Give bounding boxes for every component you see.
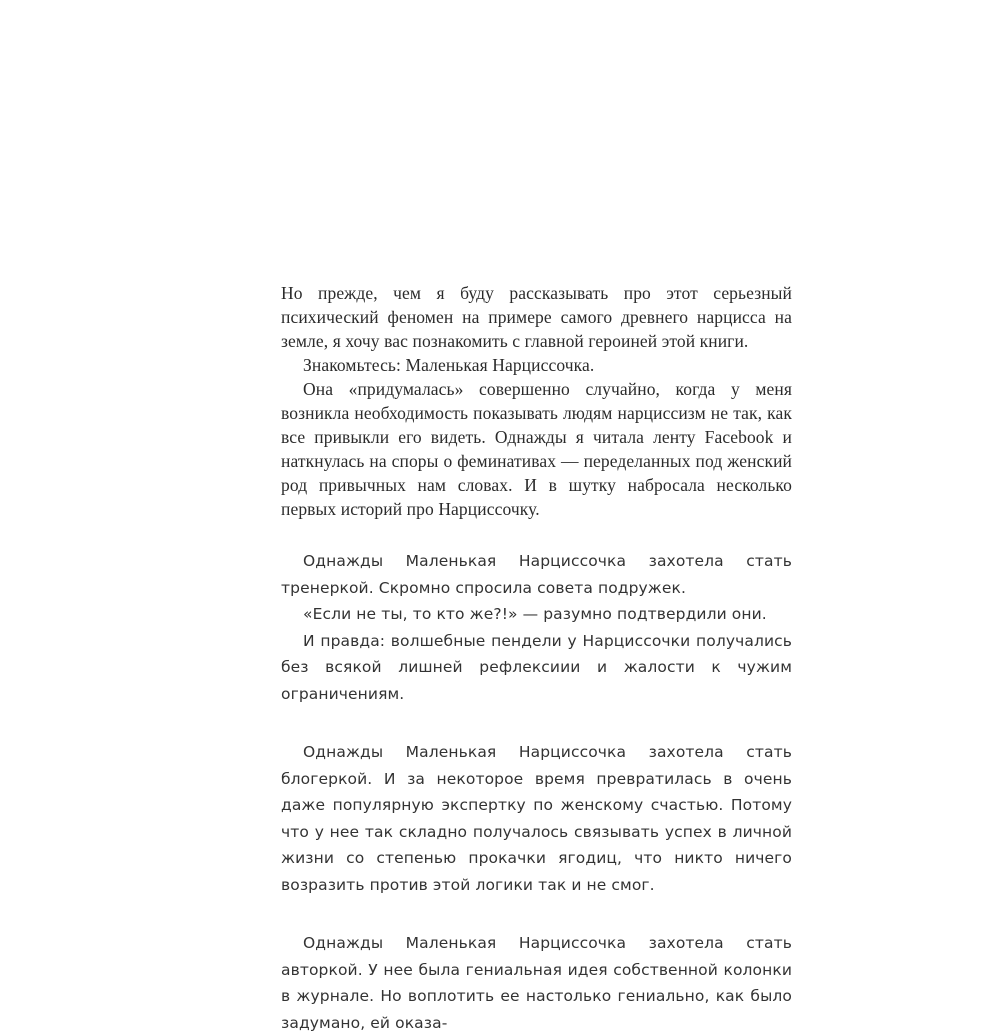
story-block-avtorka: [281, 930, 792, 1036]
story2-paragraph-1: Однажды Маленькая Нарциссочка захотела стать блогеркой. И за некоторое время превратилась в очень даже популярную экспертку по женскому счастью. Потому что у нее так складно получалось связывать успех в личной жизни со степенью прокачки ягодиц, что никто ничего возразить против этой логики так и не смог.: [281, 743, 792, 894]
story1-paragraph-3: И правда: волшебные пендели у Нарциссочки получались без всякой лишней рефлексиии и жалости к чужим ограничениям.: [281, 631, 792, 703]
story1-paragraph-1: Однажды Маленькая Нарциссочка захотела стать тренеркой. Скромно спросила совета подружек.: [281, 552, 792, 597]
story1-paragraph-2: «Если не ты, то кто же?!» — разумно подтвердили они.: [303, 605, 767, 623]
story-block-blogerka: [281, 739, 792, 898]
intro-paragraph-3: Она «придумалась» совершенно случайно, когда у меня возникла необходимость показывать людям нарциссизм не так, как все привыкли его видеть. Однажды я читала ленту Facebook и наткнулась на споры о феминативах — переделанных под женский род привычных нам словах. И в шутку набросала несколько первых историй про Нарциссочку.: [281, 379, 792, 519]
intro-paragraph-1: Но прежде, чем я буду рассказывать про этот серьезный психический феномен на примере самого древнего нарцисса на земле, я хочу вас познакомить с главной героиней этой книги.: [281, 283, 792, 351]
story-block-trenerka: [281, 548, 792, 707]
page-text-block: [281, 281, 792, 1036]
intro-paragraph-2: Знакомьтесь: Маленькая Нарциссочка.: [303, 355, 595, 375]
story3-paragraph-1: Однажды Маленькая Нарциссочка захотела стать авторкой. У нее была гениальная идея собственной колонки в журнале. Но воплотить ее настолько гениально, как было задумано, ей оказа-: [281, 934, 792, 1032]
